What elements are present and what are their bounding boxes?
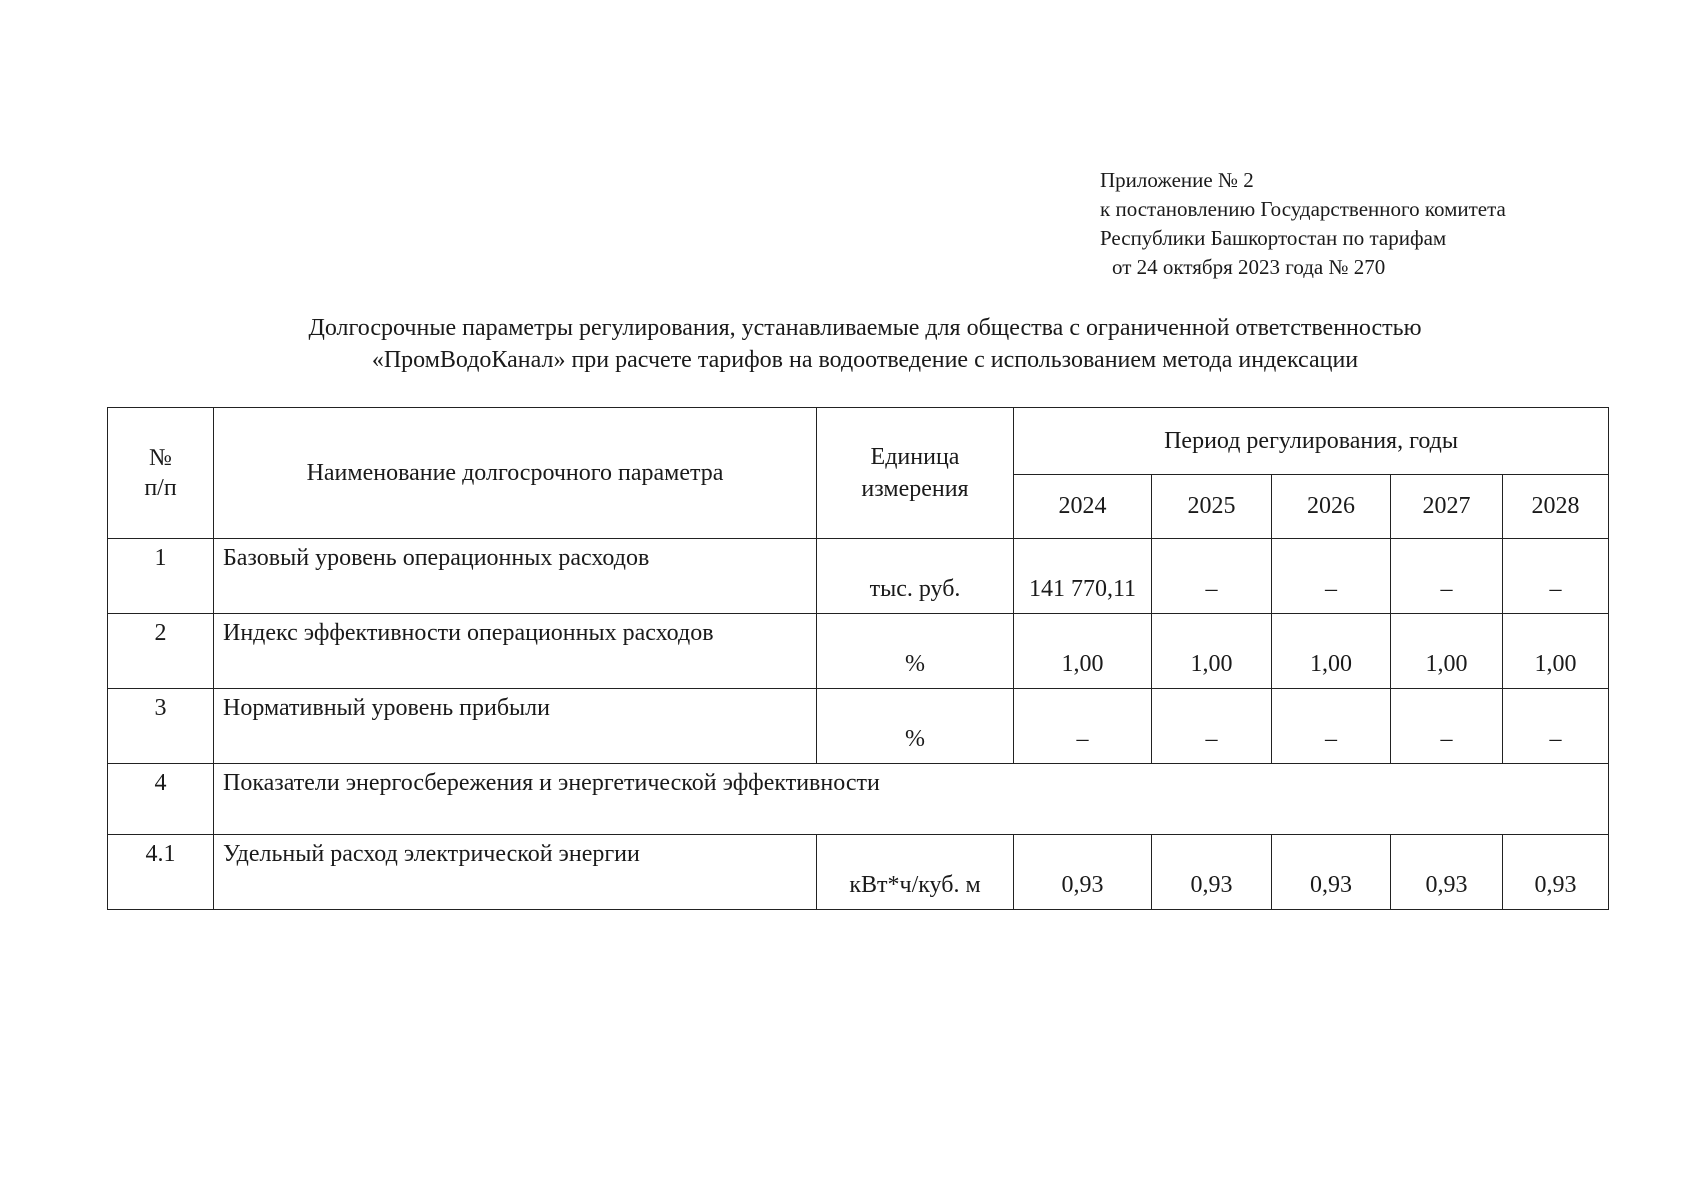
header-unit-line-1: Единица xyxy=(870,444,960,470)
row-unit: % xyxy=(817,689,1014,764)
document-title-line-2: «ПромВодоКанал» при расчете тарифов на водоотведение с использованием метода индексации xyxy=(371,347,1359,373)
row-value: 141 770,11 xyxy=(1014,539,1152,614)
header-year: 2024 xyxy=(1014,475,1152,539)
row-unit: кВт*ч/куб. м xyxy=(817,835,1014,910)
row-value: 1,00 xyxy=(1503,614,1609,689)
header-number xyxy=(108,408,214,539)
row-parameter-name: Базовый уровень операционных расходов xyxy=(214,539,817,614)
row-parameter-name: Нормативный уровень прибыли xyxy=(214,689,817,764)
row-number: 3 xyxy=(108,689,214,764)
document-title-line-1: Долгосрочные параметры регулирования, устанавливаемые для общества с ограниченной ответственностью xyxy=(308,315,1422,341)
row-unit: тыс. руб. xyxy=(817,539,1014,614)
table-row xyxy=(108,539,1609,614)
table-row xyxy=(108,764,1609,835)
row-section-title: Показатели энергосбережения и энергетической эффективности xyxy=(214,764,1609,835)
appendix-number: Приложение № 2 xyxy=(1100,168,1254,192)
table-row xyxy=(108,614,1609,689)
row-parameter-name: Удельный расход электрической энергии xyxy=(214,835,817,910)
row-value: 0,93 xyxy=(1014,835,1152,910)
row-value: 0,93 xyxy=(1272,835,1391,910)
row-value: – xyxy=(1272,689,1391,764)
row-value: 1,00 xyxy=(1391,614,1503,689)
row-parameter-name: Индекс эффективности операционных расходов xyxy=(214,614,817,689)
row-value: – xyxy=(1152,689,1272,764)
header-year: 2025 xyxy=(1152,475,1272,539)
row-value: – xyxy=(1014,689,1152,764)
row-unit: % xyxy=(817,614,1014,689)
row-value: – xyxy=(1503,539,1609,614)
header-period: Период регулирования, годы xyxy=(1014,408,1609,475)
header-parameter-name: Наименование долгосрочного параметра xyxy=(214,408,817,539)
row-value: – xyxy=(1503,689,1609,764)
row-number: 2 xyxy=(108,614,214,689)
row-value: – xyxy=(1152,539,1272,614)
row-value: 1,00 xyxy=(1272,614,1391,689)
row-value: – xyxy=(1391,539,1503,614)
row-number: 1 xyxy=(108,539,214,614)
table-row xyxy=(108,835,1609,910)
row-value: 1,00 xyxy=(1014,614,1152,689)
appendix-authority: Республики Башкортостан по тарифам xyxy=(1100,226,1447,250)
header-number-abbr: п/п xyxy=(144,475,177,501)
row-value: 0,93 xyxy=(1503,835,1609,910)
row-value: – xyxy=(1391,689,1503,764)
header-year: 2026 xyxy=(1272,475,1391,539)
document-title xyxy=(0,312,1696,376)
row-value: – xyxy=(1272,539,1391,614)
row-number: 4 xyxy=(108,764,214,835)
appendix-block xyxy=(1100,166,1506,282)
row-number: 4.1 xyxy=(108,835,214,910)
header-unit xyxy=(817,408,1014,539)
appendix-date: от 24 октября 2023 года № 270 xyxy=(1112,255,1386,279)
row-value: 0,93 xyxy=(1152,835,1272,910)
header-number-symbol: № xyxy=(149,445,172,471)
header-year: 2027 xyxy=(1391,475,1503,539)
row-value: 1,00 xyxy=(1152,614,1272,689)
table-row xyxy=(108,689,1609,764)
appendix-decree: к постановлению Государственного комитета xyxy=(1100,197,1506,221)
header-unit-line-2: измерения xyxy=(861,476,969,502)
header-year: 2028 xyxy=(1503,475,1609,539)
row-value: 0,93 xyxy=(1391,835,1503,910)
parameters-table xyxy=(107,407,1609,910)
